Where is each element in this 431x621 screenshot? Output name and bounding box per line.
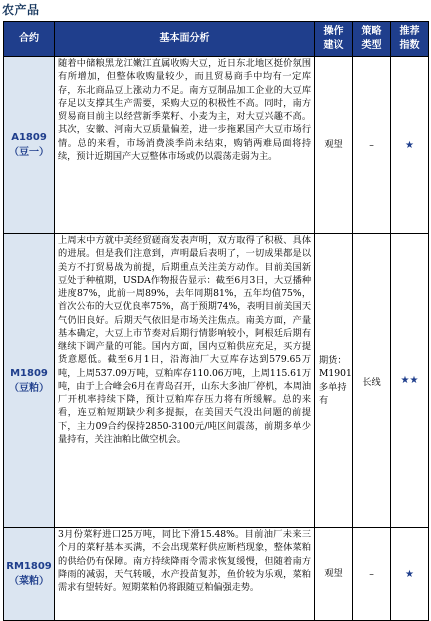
header-strategy: 策略 类型 [353,22,391,57]
header-operation: 操作 建议 [315,22,353,57]
contract-cell [4,57,55,234]
table-row [4,528,429,621]
analysis-text: 上周末中方就中美经贸磋商发表声明，双方取得了积极、具体的进展。但是我们注意到，声明最后表明了，一切成果都是以美方不打贸易战为前提，后期重点关注美方动作。目前美国新豆处于种植期，USDA作物报告显示：截至6月3日，大豆播种进度87%，此前一周89%，去年同期81%，五年均值75%，首次公布的大豆优良率75%，高于预期74%，表明目前美国天气仍旧良好。后期天气依旧是市场关注焦点。南美方面，产量基本确定，大豆上市节奏对后期行情影响较小，阿根廷后期有继续下调产量的可能。国内方面，国内豆粕供应充足，买方提货意愿低。截至6月1日，沿海油厂大豆库存达到579.65万吨，上周537.09万吨，豆粕库存110.06万吨，上周115.61万吨，由于上合峰会6月在青岛召开，山东大多油厂停机，本周油厂开机率持续下降，预计豆粕库存压力将有所缓解。总的来看，连豆粕短期缺少利多提振，在美国天气没出问题的前提下，主力09合约保持2850-3100元/吨区间震荡，前期多单少量持有，关注油粕比做空机会。 [55,234,315,528]
rating-stars: ★★ [391,234,429,528]
contract-name: （豆一） [9,147,49,158]
operation-suggestion: 观望 [315,528,353,621]
contract-cell [4,234,55,528]
strategy-type: – [353,57,391,234]
contract-cell [4,528,55,621]
contract-name: （豆粕） [9,382,49,394]
table-row [4,234,429,528]
header-analysis: 基本面分析 [55,22,315,57]
rating-stars: ★ [391,57,429,234]
operation-suggestion: 观望 [315,57,353,234]
header-rating: 推荐 指数 [391,22,429,57]
contract-code: A1809 [11,132,47,143]
analysis-text: 随着中储粮黑龙江嫩江直属收购大豆，近日东北地区挺价氛围有所增加，但整体收购量较少，而且贸易商手中均有一定库存，东北商品豆上涨动力不足。南方豆制品加工企业的大豆库存足以支撑其生产需要，采购大豆的积极性不高。同时，南方贸易商目前主以经营新季菜籽、小麦为主，对大豆兴趣不高。其次，安徽、河南大豆质量偏差，进一步拖累国产大豆市场行情。总的来看，市场消费淡季尚未结束，购销两难局面将持续，预计近期国产大豆整体市场或仍以震荡走弱为主。 [55,57,315,234]
contract-name: （菜粕） [9,576,49,587]
strategy-type: 长线 [353,234,391,528]
contract-code: M1809 [10,367,48,379]
table-row [4,57,429,234]
strategy-type: – [353,528,391,621]
rating-stars: ★ [391,528,429,621]
analysis-text: 3月份菜籽进口25万吨，同比下滑15.48%。目前油厂未来三个月的菜籽基本买满，不会出现菜籽供应断档现象，整体菜粕的供给仍有保障。南方持续降雨令需求恢复缓慢，但随着南方降雨的减弱，天气转暖，水产投苗复苏，鱼价较为乐观，菜粕需求有望转好。短期菜粕仍将跟随豆粕偏强走势。 [55,528,315,621]
contract-code: RM1809 [6,561,52,572]
fundamental-analysis-table [3,21,429,621]
table-header-row [4,22,429,57]
operation-suggestion: 期货：M1901 多单持有 [315,234,353,528]
section-title: 农产品 [2,3,40,17]
header-contract: 合约 [4,22,55,57]
